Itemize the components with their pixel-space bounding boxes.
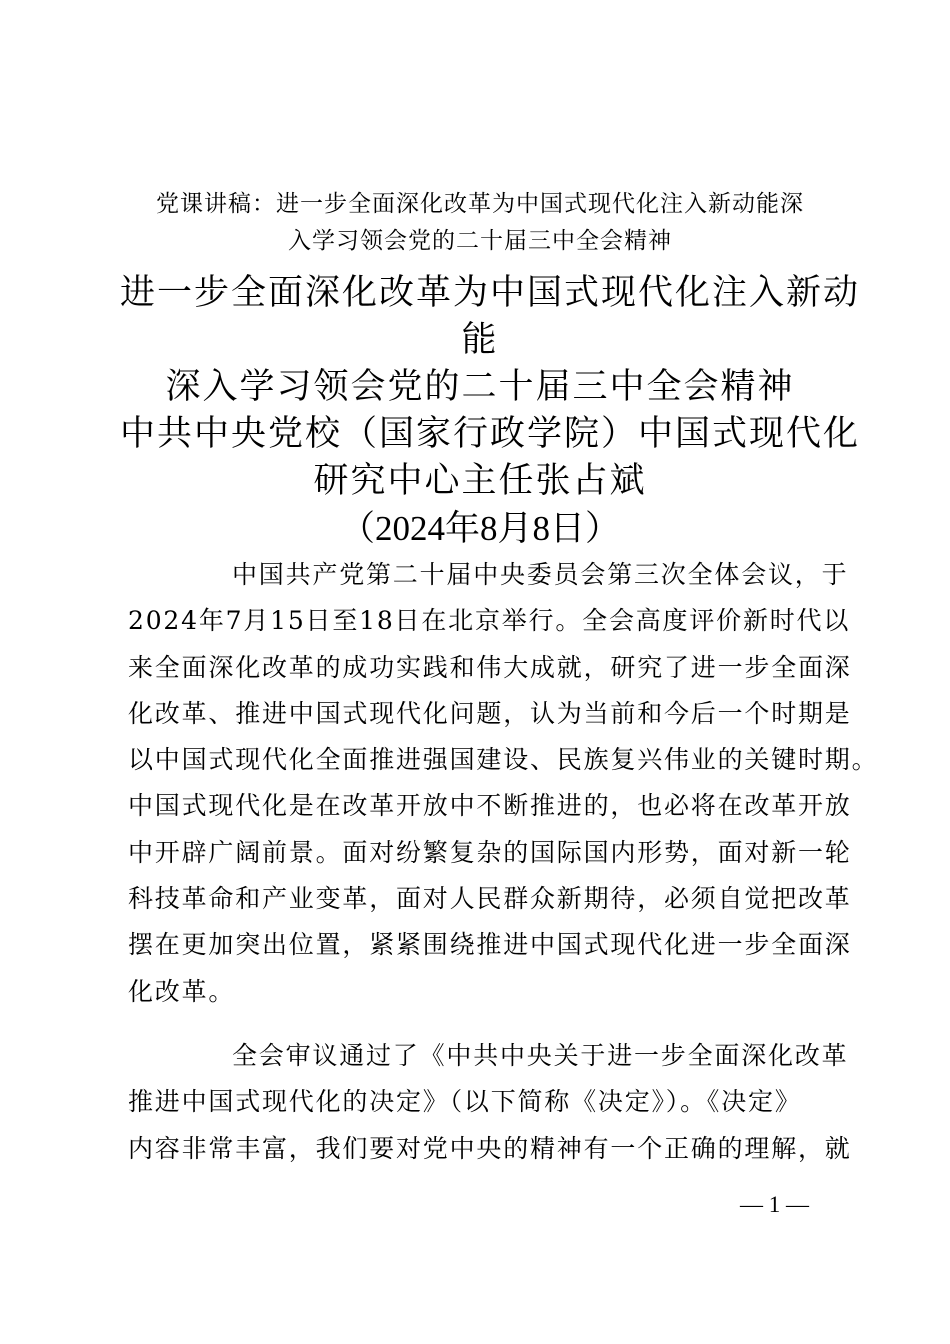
- paragraph-1-line: 2024年7月15日至18日在北京举行。全会高度评价新时代以: [128, 606, 851, 636]
- paragraph-gap: [128, 1015, 838, 1033]
- paragraph-1-line: 来全面深化改革的成功实践和伟大成就，研究了进一步全面深: [128, 652, 852, 682]
- paragraph-1-line: 中国式现代化是在改革开放中不断推进的，也必将在改革开放: [128, 791, 852, 821]
- paragraph-1-line: 科技革命和产业变革，面对人民群众新期待，必须自觉把改革: [128, 884, 852, 914]
- paragraph-1-line: 以中国式现代化全面推进强国建设、民族复兴伟业的关键时期。: [128, 745, 879, 775]
- paragraph-2-line: 内容非常丰富，我们要对党中央的精神有一个正确的理解，就: [128, 1133, 852, 1163]
- paragraph-1-line: 中国共产党第二十届中央委员会第三次全体会议，于: [232, 560, 849, 589]
- header-line-2: 入学习领会党的二十届三中全会精神: [288, 228, 672, 254]
- paragraph-2-line: 推进中国式现代化的决定》（以下简称《决定》）。《决定》: [128, 1087, 802, 1117]
- author-line-2: 研究中心主任张占斌: [313, 461, 647, 501]
- title-block: [120, 270, 861, 552]
- body-text: [128, 552, 879, 1172]
- author-line-1: 中共中央党校（国家行政学院）中国式现代化: [120, 414, 861, 454]
- paragraph-1-line: 摆在更加突出位置，紧紧围绕推进中国式现代化进一步全面深: [128, 930, 852, 960]
- header-line-1: 党课讲稿：进一步全面深化改革为中国式现代化注入新动能深: [156, 191, 804, 217]
- document-header: [125, 186, 835, 260]
- date-line: （2024年8月8日）: [339, 509, 620, 548]
- paragraph-1-line: 化改革、推进中国式现代化问题，认为当前和今后一个时期是: [128, 698, 852, 728]
- paragraph-1-line: 化改革。: [128, 976, 236, 1006]
- subtitle-line: 深入学习领会党的二十届三中全会精神: [165, 367, 795, 407]
- paragraph-1-line: 中开辟广阔前景。面对纷繁复杂的国际国内形势，面对新一轮: [128, 837, 852, 867]
- title-line-2: 能: [461, 320, 499, 360]
- title-line-1: 进一步全面深化改革为中国式现代化注入新动: [120, 273, 861, 313]
- page-number: — 1 —: [740, 1192, 809, 1217]
- paragraph-2-line: 全会审议通过了《中共中央关于进一步全面深化改革: [232, 1040, 849, 1070]
